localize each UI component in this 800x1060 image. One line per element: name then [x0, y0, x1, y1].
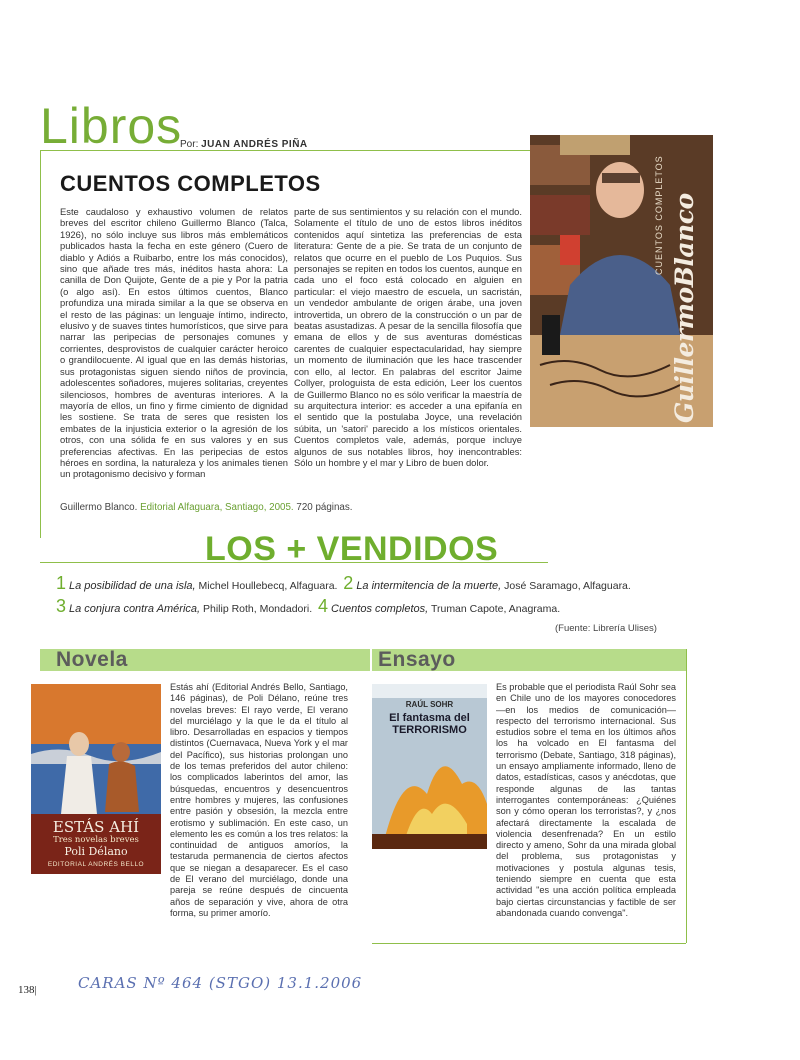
bestseller-item: 3 La conjura contra América, Philip Roth, Mondadori.: [56, 596, 313, 616]
page-number: 138|: [18, 984, 37, 996]
cover-author-name: GuillermoBlanco: [670, 193, 699, 423]
article-column-2: parte de sus sentimientos y su relación con el mundo. Solamente el título de uno de estos libros inéditos contenidos aquí sintetiza las preferencias de esta literatura: Gente de a pie. Se trata de un conjunto de relatos que ocurre en el pueblo de Los Puquios. Sus personajes se repiten en todos los cuentos, aunque en cada uno el foco está colocado en alguien en particular: el viejo maestro de escuela, un sacristán, un vendedor ambulante de origen árabe, una joven introvertida, un obrero de la construcción o un par de beatas asustadizas. A pesar de la sencilla filosofía que emana de ellos y de sus aventuras domésticas carentes de cualquier espectacularidad, hay siempre un momento de iluminación que les hace trascender con ello, al lector. En palabras del escritor Jaime Collyer, prologuista de esta edición, Leer los cuentos de Guillermo Blanco no es sólo verificar la maestría de su arquitectura interior: es acceder a una epifanía en el sentido que la postulaba Joyce, una revelación súbita, un 'satori' parecido a los místicos orientales. Cuentos completos vale, además, porque incluye algunos de sus notables libros, hoy inencontrables: Sólo un hombre y el mar y Libro de buen dolor.: [294, 206, 522, 468]
novela-cover-publisher: EDITORIAL ANDRÉS BELLO: [47, 861, 145, 868]
novela-heading: Novela: [56, 648, 128, 671]
ensayo-frame-right: [686, 649, 687, 943]
bestsellers-row-2: [56, 596, 560, 617]
caption-author: Guillermo Blanco.: [60, 502, 138, 513]
article-title: CUENTOS COMPLETOS: [60, 171, 321, 196]
ensayo-heading: Ensayo: [378, 648, 456, 671]
novela-review-text: Estás ahí (Editorial Andrés Bello, Santiago, 146 páginas), de Poli Délano, reúne tres novelas breves: El rayo verde, El verano del murciélago y la que le da el título al libro. Desarrolladas en espacios y tiempos distintos (Cuernavaca, Nueva York y el mar del Pacífico), sus historias prolongan uno de los temas preferidos del autor chileno: los complicados laberintos del amor, las búsquedas, encuentros y desencuentros entre hombres y mujeres, las confusiones entre pasión y obsesión, la mezcla entre erotismo y sublimación. En este caso, un elemento les es común a los tres relatos: la continuidad de antiguos amoríos, la testaruda permanencia de ciertos afectos que se niegan a desaparecer. Es el caso de El verano del murciélago, donde una pareja se reúne después de cincuenta años de separación y vive, ahora de otra forma, su primer amorío.: [170, 682, 348, 918]
book-cover-photo: [530, 135, 713, 427]
bestsellers-source: (Fuente: Librería Ulises): [555, 623, 657, 634]
byline-prefix: Por: [180, 139, 196, 150]
ensayo-cover-author: RAÚL SOHR: [405, 700, 454, 709]
frame-top-line: [40, 150, 530, 151]
caption-publisher: Editorial Alfaguara, Santiago, 2005.: [140, 502, 294, 513]
bestseller-item: 2 La intermitencia de la muerte, José Saramago, Alfaguara.: [343, 573, 631, 593]
bestsellers-row-1: [56, 573, 631, 594]
section-divider: [370, 649, 372, 671]
cover-spine-text: [670, 143, 710, 423]
ensayo-frame-bottom: [372, 943, 686, 944]
novela-book-cover: [31, 684, 161, 874]
novela-cover-author: Poli Délano: [64, 845, 128, 858]
novela-cover-subtitle: Tres novelas breves: [53, 835, 139, 845]
novela-cover-title: ESTÁS AHÍ: [52, 818, 140, 836]
article-column-1: Este caudaloso y exhaustivo volumen de relatos breves del escritor chileno Guillermo Blanco (Talca, 1926), no sólo incluye sus libros más emblemáticos publicados hasta la fecha en este género (Cuero de diablo y Adiós a Ruibarbo, entre los más conocidos), sino que añade tres más, inéditos hasta ahora: La canilla de Don Quijote, Gente de a pie y Por la patria (o algo así). En estos últimos cuentos, Blanco profundiza una mirada similar a la que se observa en el resto de las páginas: un lenguaje íntimo, indirecto, elusivo y de suaves tintes humorísticos, que sirve para narrar las peripecias de personajes comunes y corrientes, desprovistos de cualquier carácter heroico o grandilocuente. Al igual que en las demás historias, sus protagonistas siguen siendo niños de provincia, adolescentes soñadores, mujeres solitarias, creyentes silenciosos, hombres de aventuras interiores. A la mayoría de ellos, un fino y firme cimiento de dignidad les sostiene. Se trata de seres que resisten los embates de la injusticia exterior o la agresión de los otros, con una sólida fe en sus valores y en sus preferencias afectivas. En las peripecias de estos héroes en sordina, la naturaleza y los animales tienen un protagonismo decisivo y forman: [60, 206, 288, 480]
ensayo-book-cover: [372, 684, 487, 849]
ensayo-review-text: Es probable que el periodista Raúl Sohr sea en Chile uno de los mayores conocedores —en los medios de comunicación— respecto del terrorismo internacional. Sus estudios sobre el tema en los últimos años los ha volcado en El fantasma del terrorismo (Debate, Santiago, 318 páginas), un ensayo ampliamente informado, lleno de datos, estadísticas, casos y anécdotas, que responde algunas de las tantas interrogantes contemporáneas: ¿Quiénes son y cómo operan los terroristas?, y ¿nos afectará directamente la escalada de violencia desenfrenada? En un estilo directo y ameno, Sohr da una mirada global del problema, sus protagonistas y motivaciones y postula algunas tesis, teniendo siempre en cuenta que esta actividad "es una acción política empleada bajo ciertas circunstancias y factible de ser abandonada cuando convenga".: [496, 682, 676, 918]
caption-pages: 720 páginas.: [296, 502, 353, 513]
cover-book-title: CUENTOS COMPLETOS: [654, 155, 664, 275]
frame-left-line: [40, 150, 41, 538]
handwritten-note: CARAS Nº 464 (STGO) 13.1.2006: [78, 974, 363, 992]
bestseller-item: 4 Cuentos completos, Truman Capote, Anagrama.: [317, 596, 561, 616]
article-caption: [60, 502, 353, 513]
bestseller-item: 1 La posibilidad de una isla, Michel Houllebecq, Alfaguara.: [56, 573, 338, 593]
bestsellers-title: LOS + VENDIDOS: [205, 530, 499, 568]
ensayo-cover-title: El fantasma del TERRORISMO: [389, 712, 470, 736]
byline-author: JUAN ANDRÉS PIÑA: [201, 139, 308, 150]
section-bar: [40, 649, 686, 671]
section-title: Libros: [40, 98, 183, 154]
byline: Por: JUAN ANDRÉS PIÑA: [180, 139, 308, 150]
